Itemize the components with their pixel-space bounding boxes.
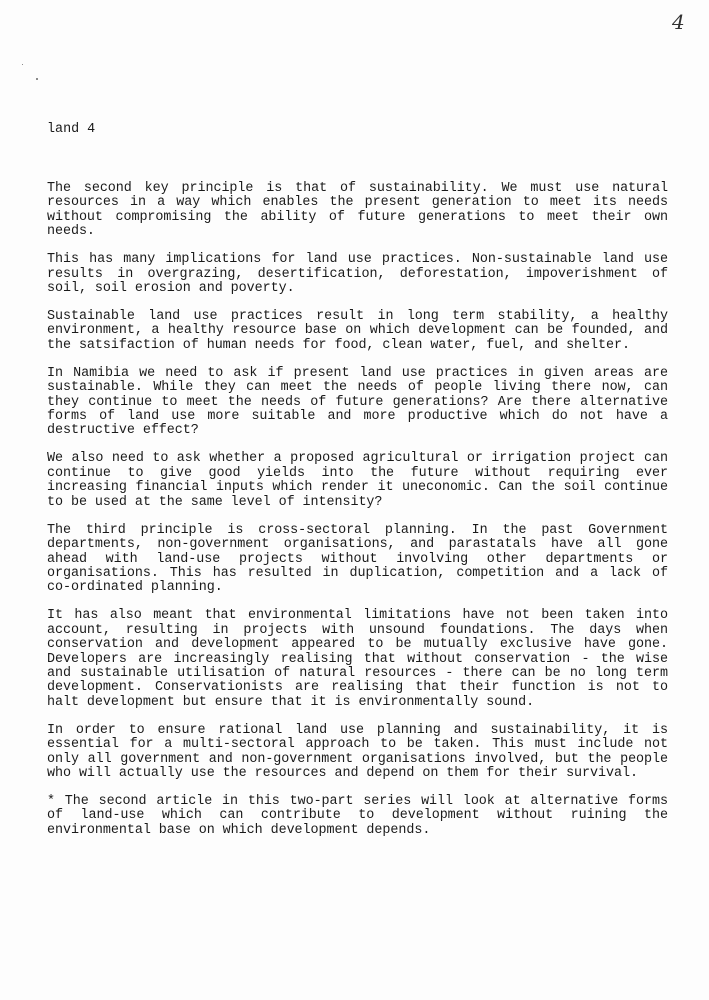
article-body [47, 182, 668, 852]
paragraph-namibia: In Namibia we need to ask if present land use practices in given areas are sustainable. While they can meet the needs of people living there now, can they continue to meet the needs of future generations? Are there alternative forms of land use more suitable and more productive which do not have a destructive effect? [47, 365, 668, 439]
paragraph-sustainable-practices: Sustainable land use practices result in long term stability, a healthy environment, a healthy resource base on which development can be founded, and the satsifaction of human needs for food, clean water, fuel, and shelter. [47, 309, 668, 353]
article-slug: land 4 [47, 122, 96, 137]
scan-speck [22, 64, 23, 65]
paragraph-cross-sectoral: The third principle is cross-sectoral planning. In the past Government departments, non-government organisations, and parastatals have all gone ahead with land-use projects without involving other departments or organisations. This has resulted in duplication, competition and a lack of co-ordinated planning. [47, 522, 668, 596]
paragraph-footnote: * The second article in this two-part series will look at alternative forms of land-use which can contribute to development without ruining the environmental base on which development depends. [47, 793, 668, 838]
page-number: 4 [672, 10, 685, 34]
paragraph-multi-sectoral: In order to ensure rational land use planning and sustainability, it is essential for a multi-sectoral approach to be taken. This must include not only all government and non-government organisations involved, but the people who will actually use the resources and depend on them for their survival. [47, 722, 668, 781]
paragraph-irrigation: We also need to ask whether a proposed agricultural or irrigation project can continue to give good yields into the future without requiring ever increasing financial inputs which render it uneconomic. Can the soil continue to be used at the same level of intensity? [47, 451, 668, 510]
paragraph-environmental-limitations: It has also meant that environmental limitations have not been taken into account, resulting in projects with unsound foundations. The days when conservation and development appeared to be mutually exclusive have gone. Developers are increasingly realising that without conservation - the wise and sustainable utilisation of natural resources - there can be no long term development. Conservationists are realising that their function is not to halt development but ensure that it is environmentally sound. [47, 608, 668, 710]
paragraph-implications: This has many implications for land use practices. Non-sustainable land use results in overgrazing, desertification, deforestation, impoverishment of soil, soil erosion and poverty. [47, 252, 668, 297]
paragraph-sustainability: The second key principle is that of sustainability. We must use natural resources in a way which enables the present generation to meet its needs without compromising the ability of future generations to meet their own needs. [47, 181, 668, 240]
scan-speck [36, 78, 38, 80]
